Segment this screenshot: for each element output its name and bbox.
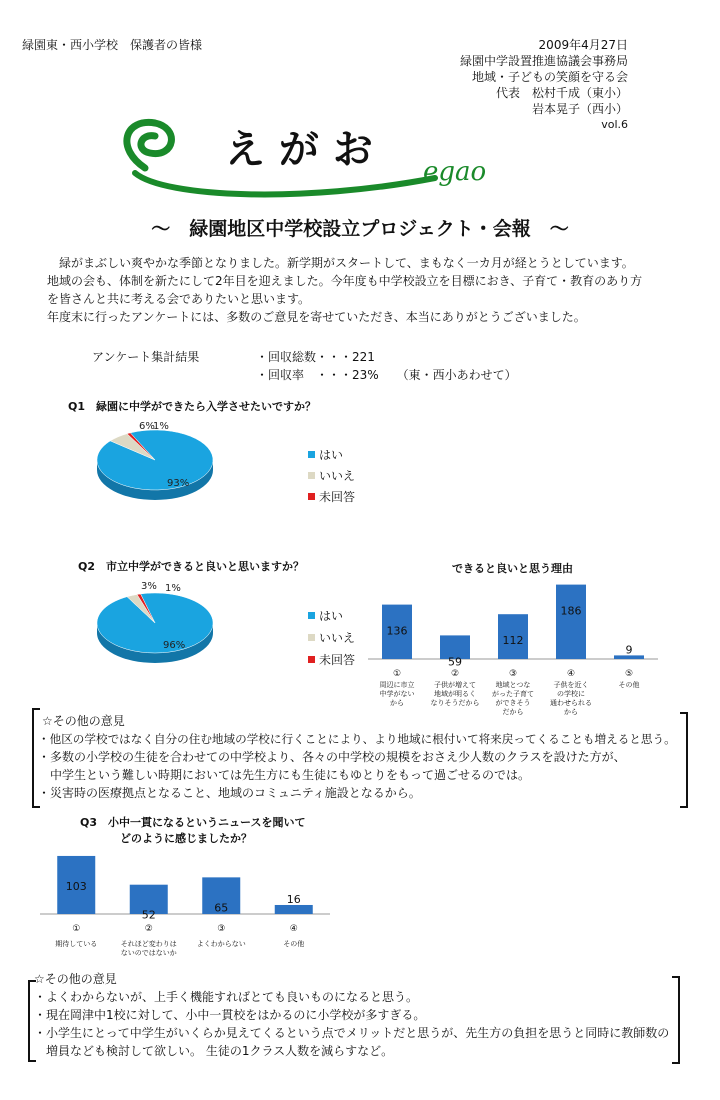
q3-category-number: ② <box>144 924 153 934</box>
opinion-line: ・多数の小学校の生徒を合わせての中学校より、各々の中学校の規模をおさえ少人数のクラスを設けた方が、 <box>38 750 626 764</box>
q1-legend-label: いいえ <box>319 469 356 483</box>
survey-total: ・回収総数・・・221 <box>256 350 375 364</box>
logo-title: え が お <box>225 127 373 173</box>
q2-reason-category-label: 地域とつな がった子育て ができそう だから <box>492 681 534 716</box>
intro-line: 年度末に行ったアンケートには、多数のご意見を寄せていただき、本当にありがとうございました。 <box>47 310 586 324</box>
q2-reason-bars-svg <box>368 575 658 669</box>
intro-line: 地域の会も、体制を新たにして2年目を迎えました。今年度も中学校設立を目標におき、子育て・教育のあり方 <box>47 274 643 288</box>
q3-title-line-1: Q3 小中一貫になるというニュースを聞いて <box>80 816 306 829</box>
opinion-line: ・災害時の医療拠点となること、地域のコミュニティ施設となるから。 <box>38 786 421 800</box>
q2-legend-none <box>308 651 355 668</box>
q2-legend-label: いいえ <box>319 631 356 645</box>
q1-legend-none <box>308 488 355 505</box>
q2-title: Q2 市立中学ができると良いと思いますか？ <box>78 560 305 573</box>
q2-reason-value-label: 136 <box>386 624 408 638</box>
opinions-1-heading: ☆その他の意見 <box>42 714 125 728</box>
intro-line: を皆さんと共に考える会でありたいと思います。 <box>47 292 311 306</box>
representative-2: 岩本晃子（西小） <box>531 102 628 116</box>
q2-bar-chart <box>368 575 670 725</box>
q2-slice-label: 3% <box>141 581 157 592</box>
q2-reason-category-number: ① <box>392 669 402 679</box>
q1-title: Q1 緑園に中学ができたら入学させたいですか？ <box>68 400 317 413</box>
q3-value-label: 65 <box>214 901 229 915</box>
q2-reason-value-label: 59 <box>448 655 462 669</box>
opinion-line: ・他区の学校ではなく自分の住む地域の学校に行くことにより、より地域に根付いて将来戻ってくることも増えると思う。 <box>38 732 676 746</box>
opinions-2 <box>34 970 684 1060</box>
q3-category-label: 期待している <box>55 940 98 948</box>
representative-1: 代表 松村千成（東小） <box>495 86 628 100</box>
q3-bars-svg <box>40 848 330 922</box>
survey-rate: ・回収率 ・・・23% （東・西小あわせて） <box>256 368 517 382</box>
q2-legend-swatch <box>308 634 315 641</box>
intro-paragraph <box>47 254 707 326</box>
q1-legend-swatch <box>308 472 315 479</box>
q2-reason-value-label: 9 <box>625 643 633 657</box>
q1-slice-label: 1% <box>153 421 169 432</box>
intro-line: 緑がまぶしい爽やかな季節となりました。新学期がスタートして、まもなく一カ月が経とうとしています。 <box>47 256 634 270</box>
q3-title-line-2: どのように感じましたか？ <box>120 832 252 845</box>
opinion-line: ・よくわからないが、上手く機能すればとても良いものになると思う。 <box>34 990 419 1004</box>
q3-category-number: ③ <box>217 924 226 934</box>
q2-reason-category-number: ⑤ <box>624 669 634 679</box>
opinions-2-heading: ☆その他の意見 <box>34 972 117 986</box>
opinions-1 <box>38 712 688 802</box>
opinion-line: 増員なども検討して欲しい。 生徒の1クラス人数を減らすなど。 <box>34 1044 394 1058</box>
q2-legend-swatch <box>308 656 315 663</box>
q1-slice-label: 93% <box>167 478 190 489</box>
q1-slice-label: 6% <box>139 421 155 432</box>
q2-reason-category-label: 周辺に市立 中学がない から <box>379 681 415 707</box>
organization-office: 緑園中学設置推進協議会事務局 <box>459 54 628 68</box>
q1-legend-swatch <box>308 451 315 458</box>
newsletter-subtitle: ～ 緑園地区中学校設立プロジェクト・会報 ～ <box>151 218 569 240</box>
q2-reason-category-label: 子供が増えて 地域が明るく なりそうだから <box>430 681 480 707</box>
q3-category-label: その他 <box>283 940 305 948</box>
q1-legend-no <box>308 467 355 484</box>
q3-category-label: それほど変わりは ないのではないか <box>120 940 177 957</box>
q2-slice-label: 1% <box>165 583 181 594</box>
recipient: 緑園東・西小学校 保護者の皆様 <box>22 38 203 52</box>
volume-number: vol.6 <box>601 118 628 131</box>
q2-slice-label: 96% <box>163 640 186 651</box>
q2-legend-label: 未回答 <box>319 653 356 667</box>
q3-value-label: 52 <box>141 908 156 922</box>
q2-reason-bar-4 <box>556 585 586 659</box>
q2-pie-chart <box>95 575 235 680</box>
q1-pie-chart <box>95 412 235 517</box>
q1-legend-label: 未回答 <box>319 490 356 504</box>
date: 2009年4月27日 <box>538 38 628 52</box>
opinion-line: ・小学生にとって中学生がいくらか見えてくるという点でメリットだと思うが、先生方の負担を思うと同時に教師数の <box>34 1026 670 1040</box>
q2-reason-category-number: ② <box>450 669 460 679</box>
q3-category-number: ① <box>72 924 81 934</box>
opinion-line: 中学生という難しい時期においては先生方にも生徒にもゆとりをもって過ごせるのでは。 <box>38 768 531 782</box>
q3-category-label: よくわからない <box>196 940 246 948</box>
q2-bar-title: できると良いと思う理由 <box>452 562 573 575</box>
q2-legend-yes <box>308 607 343 624</box>
q2-reason-value-label: 186 <box>560 604 582 618</box>
q3-category-number: ④ <box>289 924 298 934</box>
egao-logo <box>105 108 505 208</box>
survey-label: アンケート集計結果 <box>92 350 200 364</box>
logo-swirl-shape <box>127 122 172 168</box>
q1-legend-yes <box>308 446 343 463</box>
q3-bar-4 <box>275 905 313 914</box>
q3-value-label: 16 <box>286 892 301 906</box>
q2-legend-no <box>308 629 355 646</box>
q3-bar-chart <box>40 848 340 966</box>
opinion-line: ・現在岡津中1校に対して、小中一貫校をはかるのに小学校が多すぎる。 <box>34 1008 426 1022</box>
q2-reason-category-label: その他 <box>618 681 640 689</box>
q1-legend-swatch <box>308 493 315 500</box>
q2-reason-category-number: ④ <box>566 669 576 679</box>
q3-value-label: 103 <box>65 879 87 893</box>
logo-script: egao <box>423 157 487 187</box>
logo-underline-shape <box>135 173 435 194</box>
q2-legend-swatch <box>308 612 315 619</box>
q2-reason-category-label: 子供を近く の学校に 通わせられる から <box>550 681 592 716</box>
q2-reason-value-label: 112 <box>502 634 524 648</box>
organization-group: 地域・子どもの笑顔を守る会 <box>471 70 628 84</box>
q1-legend-label: はい <box>319 448 344 462</box>
q2-reason-category-number: ③ <box>508 669 518 679</box>
q2-legend-label: はい <box>319 609 344 623</box>
